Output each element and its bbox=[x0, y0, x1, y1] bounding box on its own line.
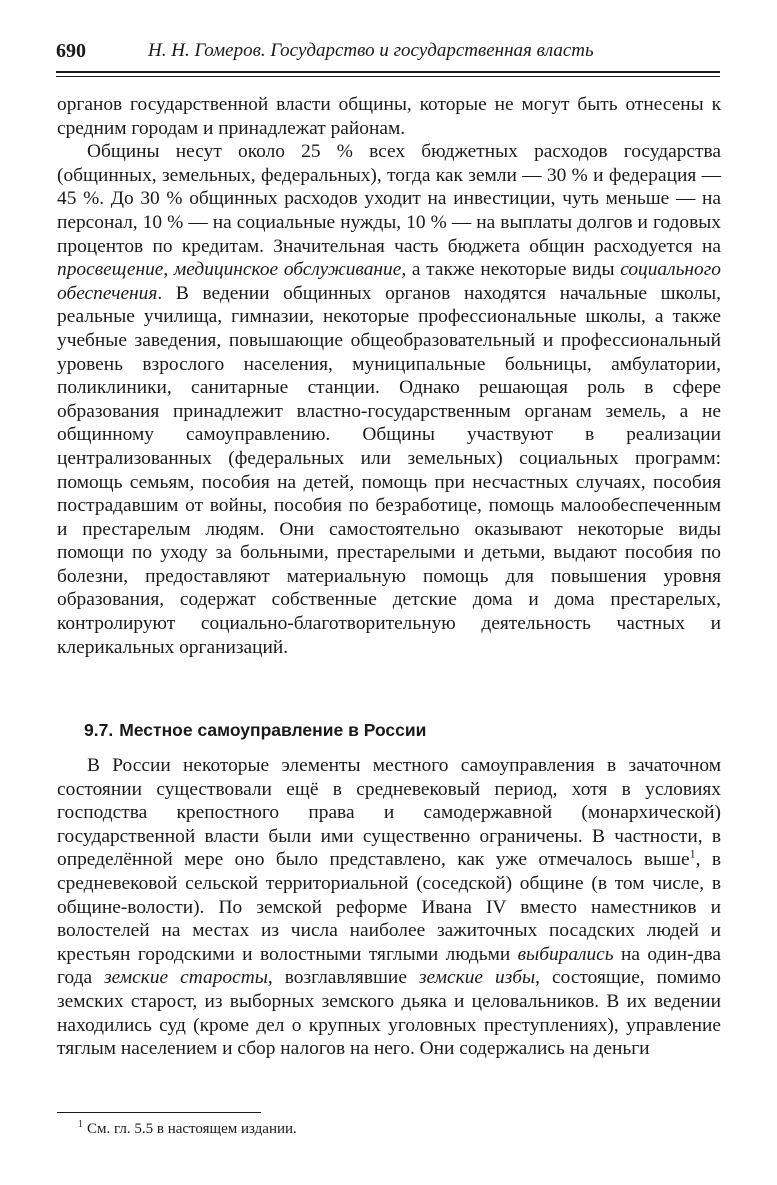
paragraph-russia bbox=[57, 754, 721, 1061]
paragraph-text: , bbox=[163, 259, 174, 281]
footnote bbox=[78, 1121, 297, 1138]
section-number: 9.7. bbox=[84, 720, 114, 740]
paragraph-continuation bbox=[57, 93, 721, 140]
emphasis-term: земские избы bbox=[418, 967, 536, 989]
running-head bbox=[56, 40, 720, 68]
running-title: Н. Н. Гомеров. Государство и государственная власть bbox=[148, 40, 594, 61]
paragraph-text: , возглавлявшие bbox=[267, 967, 419, 989]
emphasis-term: просвещение bbox=[57, 259, 164, 281]
header-rule-thick bbox=[56, 71, 720, 73]
footnote-rule bbox=[57, 1112, 261, 1113]
page-number: 690 bbox=[56, 40, 86, 62]
paragraph-text: В России некоторые элементы местного самоуправления в зачаточном состоянии существовали ещё в средневековый период, хотя в условиях господства крепостного права и самодержавной (монархической) государственной власти были ими существенно ограничены. В частности, в определённой мере оно было представлено, как уже отмечалось выше bbox=[57, 755, 721, 871]
paragraph-text: Общины несут около 25 % всех бюджетных расходов государства (общинных, земельных, федеральных), тогда как земли — 30 % и федерация — 45 %. До 30 % общинных расходов уходит на инвестиции, чуть меньше — на персонал, 10 % — на социальные нужды, 10 % — на выплаты долгов и годовых процентов по кредитам. Значительная часть бюджета общин расходуется на bbox=[57, 141, 721, 257]
section-title: Местное самоуправление в России bbox=[119, 720, 427, 740]
paragraph-text: на один-два года bbox=[57, 943, 722, 989]
text-block-upper bbox=[57, 93, 721, 659]
emphasis-term: социального обеспечения bbox=[57, 259, 721, 304]
section-heading bbox=[84, 720, 426, 741]
text-block-lower bbox=[57, 754, 721, 1061]
paragraph-text: , а также некоторые виды bbox=[401, 259, 621, 281]
footnote-mark: 1 bbox=[78, 1119, 83, 1130]
paragraph-text: . В ведении общинных органов находятся начальные школы, реальные училища, гимназии, некоторые профессиональные школы, а также учебные заведения, повышающие общеобразовательный и профессиональный уровень взрослого населения, муниципальные больницы, амбулатории, поликлиники, санитарные станции. Однако решающая роль в сфере образования принадлежит властно-государственным органам земель, а не общинному самоуправлению. Общины участвуют в реализации централизованных (федеральных или земельных) социальных программ: помощь семьям, пособия на детей, помощь при несчастных случаях, пособия пострадавшим от войны, пособия по безработице, помощь малообеспеченным и престарелым людям. Они самостоятельно оказывают некоторые виды помощи по уходу за больными, престарелыми и детьми, выдают пособия по болезни, предоставляют материальную помощь для повышения уровня образования, содержат собственные детские дома и дома престарелых, контролируют социально-благотворительную деятельность частных и клерикальных организаций. bbox=[57, 282, 721, 658]
emphasis-term: земские старосты bbox=[104, 967, 268, 989]
emphasis-term: медицинское обслуживание bbox=[173, 259, 402, 281]
footnote-text: См. гл. 5.5 в настоящем издании. bbox=[87, 1121, 297, 1137]
paragraph-text: органов государственной власти общины, которые не могут быть отнесены к средним городам и принадлежат районам. bbox=[57, 94, 721, 139]
paragraph-text: , в средневековой сельской территориальной (соседской) общине (в том числе, в общине-волости). По земской реформе Ивана IV вместо наместников и волостелей на местах из числа наиболее зажиточных посадских людей и крестьян городскими и волостными тяглыми людьми bbox=[57, 849, 721, 965]
paragraph-text: , состоящие, помимо земских старост, из выборных земского дьяка и целовальников. В их ведении находились суд (кроме дел о крупных уголовных преступлениях), управление тяглым населением и сбор налогов на него. Они содержались на деньги bbox=[57, 967, 721, 1060]
header-rule-thin bbox=[56, 76, 720, 77]
paragraph-budget bbox=[57, 140, 721, 659]
emphasis-term: выбирались bbox=[517, 943, 614, 965]
footnote-reference[interactable]: 1 bbox=[689, 846, 696, 861]
